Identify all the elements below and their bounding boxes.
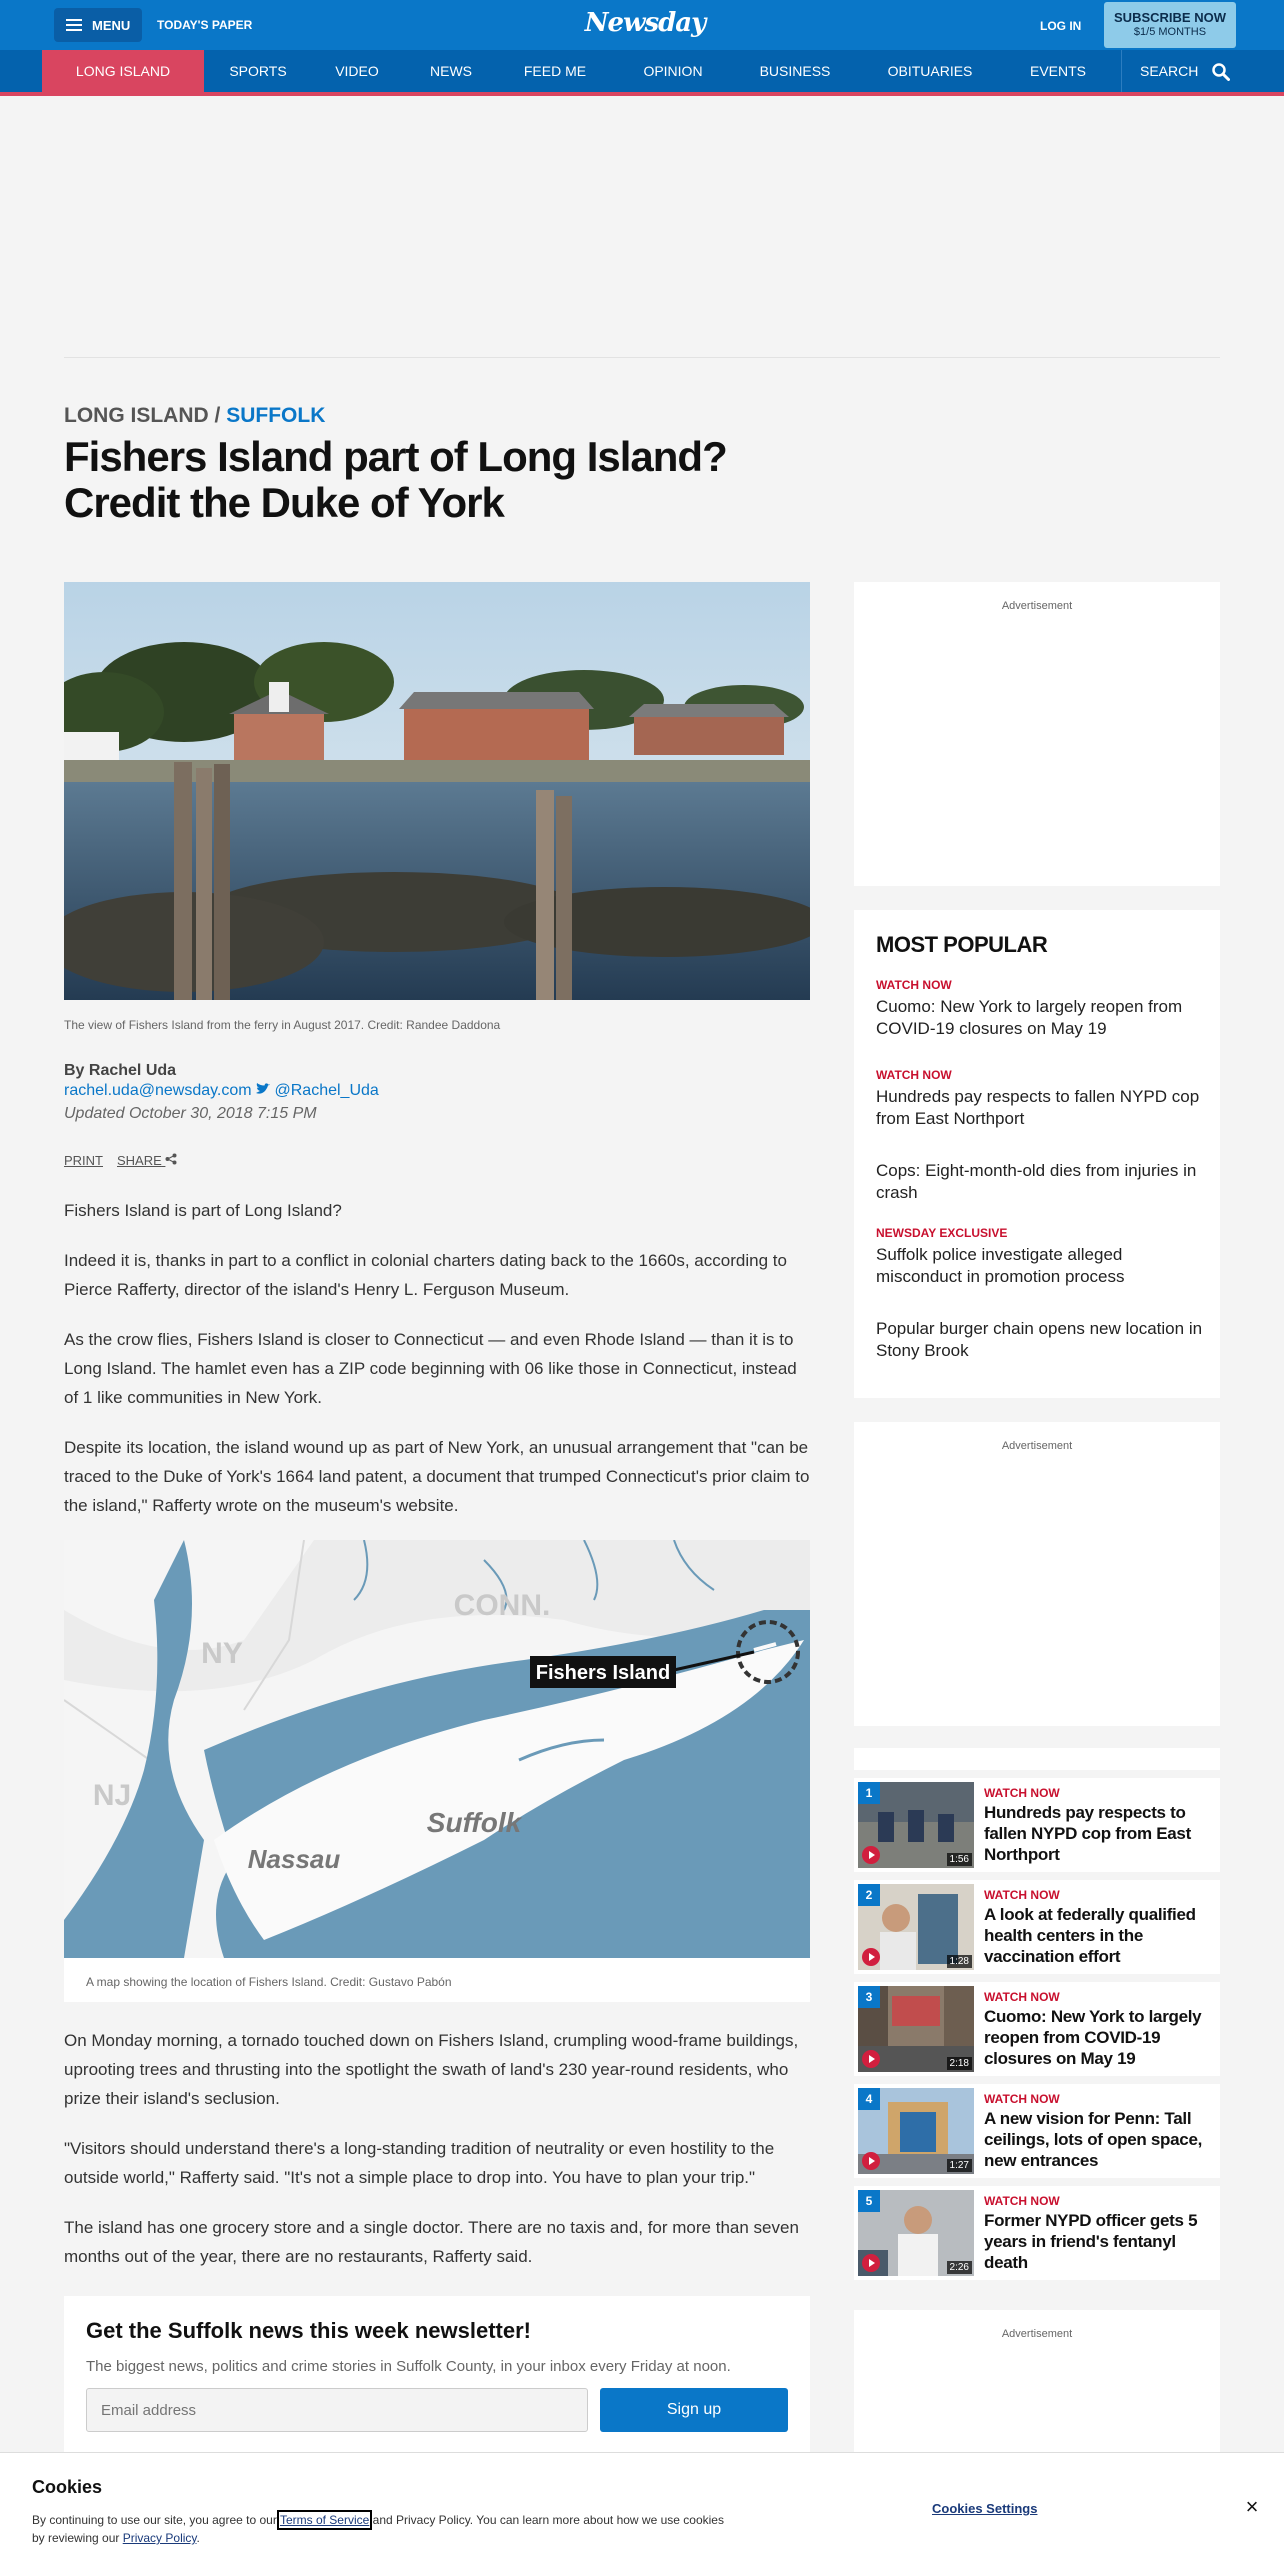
nav-item-business[interactable]: BUSINESS: [759, 63, 831, 79]
video-tag: WATCH NOW: [984, 2194, 1060, 2208]
video-card[interactable]: [854, 1778, 1220, 1872]
most-popular-tag: NEWSDAY EXCLUSIVE: [876, 1226, 1008, 1240]
video-tag: WATCH NOW: [984, 1990, 1060, 2004]
top-bar: [0, 0, 1284, 50]
newsletter-signup: [64, 2296, 810, 2456]
article-paragraph: On Monday morning, a tornado touched down on Fishers Island, crumpling wood-frame buildings, uprooting trees and thrusting into the spotlight the swath of land's 230 year-round residents, who prize their island's seclusion.: [64, 2031, 799, 2108]
video-thumbnail[interactable]: [858, 1782, 974, 1868]
subscribe-price: $1/5 MONTHS: [1133, 26, 1207, 38]
nav-item-opinion[interactable]: OPINION: [643, 63, 703, 79]
article-paragraph: "Visitors should understand there's a long-standing tradition of neutrality or even hostility to the outside world," Rafferty said. "It's not a simple place to drop into. You have to plan your trip.": [64, 2139, 775, 2187]
nav-item-events[interactable]: EVENTS: [1029, 63, 1086, 79]
cookie-text-before: By continuing to use our site, you agree to our: [32, 2513, 277, 2527]
video-card[interactable]: [854, 2084, 1220, 2178]
most-popular-item[interactable]: [876, 978, 1206, 1040]
most-popular-item[interactable]: [876, 1226, 1206, 1288]
most-popular: [854, 910, 1220, 1398]
nav-item-news[interactable]: NEWS: [430, 63, 472, 79]
nav-divider: [1121, 50, 1122, 92]
most-popular-headline: Suffolk police investigate alleged misconduct in promotion process: [876, 1245, 1125, 1286]
nav-item-video[interactable]: VIDEO: [335, 63, 379, 79]
search-icon[interactable]: [1212, 63, 1230, 81]
article-paragraph: As the crow flies, Fishers Island is closer to Connecticut — and even Rhode Island — than it is to Long Island. The hamlet even has a ZIP code beginning with 06 like those in Connecticut, instead of 1 like communities in New York.: [64, 1330, 797, 1407]
play-icon: [862, 1846, 880, 1864]
sidebar-ad-2: [854, 1422, 1220, 1726]
play-icon: [862, 2254, 880, 2272]
video-rank: 2: [858, 1884, 880, 1906]
section-nav: [0, 50, 1284, 96]
todays-paper-link[interactable]: TODAY'S PAPER: [157, 18, 253, 32]
most-popular-headline: Hundreds pay respects to fallen NYPD cop from East Northport: [876, 1087, 1200, 1128]
subscribe-button[interactable]: [1104, 2, 1236, 48]
updated-timestamp: Updated October 30, 2018 7:15 PM: [64, 1105, 317, 1122]
video-headline: Cuomo: New York to largely reopen from COVID-19 closures on May 19: [984, 2007, 1202, 2068]
cookie-banner: [0, 2452, 1284, 2568]
most-popular-headline: Cuomo: New York to largely reopen from COVID-19 closures on May 19: [876, 997, 1183, 1038]
cookie-title: Cookies: [32, 2477, 103, 2497]
cookies-settings-button[interactable]: Cookies Settings: [932, 2501, 1038, 2516]
byline: By Rachel Uda: [64, 1062, 177, 1079]
newsday-logo[interactable]: Newsday: [584, 8, 706, 38]
article-paragraph: Fishers Island is part of Long Island?: [64, 1201, 342, 1220]
play-icon: [862, 2152, 880, 2170]
video-thumbnail[interactable]: [858, 1884, 974, 1970]
nav-item-obituaries[interactable]: OBITUARIES: [887, 63, 973, 79]
video-list-header: [854, 1748, 1220, 1770]
video-headline: A look at federally qualified health centers in the vaccination effort: [984, 1905, 1196, 1966]
share-label: SHARE: [117, 1153, 162, 1168]
cookie-text: [32, 2511, 732, 2547]
video-duration: 1:27: [947, 2159, 972, 2172]
print-link[interactable]: PRINT: [64, 1153, 103, 1168]
nav-item-long-island[interactable]: LONG ISLAND: [42, 50, 204, 92]
video-thumbnail[interactable]: [858, 2190, 974, 2276]
video-tag: WATCH NOW: [984, 2092, 1060, 2106]
sidebar-ad-3: [854, 2310, 1220, 2452]
most-popular-tag: WATCH NOW: [876, 978, 952, 992]
article-tools: [64, 1153, 177, 1168]
article-paragraph: Despite its location, the island wound up as part of New York, an unusual arrangement that "can be traced to the Duke of York's 1664 land patent, a document that trumped Connecticut's prior claim to the island," Rafferty wrote on the museum's website.: [64, 1438, 810, 1515]
article-paragraph: The island has one grocery store and a single doctor. There are no taxis and, for more than seven months out of the year, there are no restaurants, Rafferty said.: [64, 2218, 799, 2266]
video-headline: Former NYPD officer gets 5 years in friend's fentanyl death: [984, 2211, 1198, 2272]
most-popular-title: MOST POPULAR: [876, 932, 1048, 957]
video-thumbnail[interactable]: [858, 1986, 974, 2072]
map-label-ny: NY: [201, 1637, 243, 1670]
photo-caption: The view of Fishers Island from the ferry in August 2017. Credit: Randee Daddona: [64, 1018, 501, 1032]
top-ad-slot: [64, 100, 1220, 358]
author-twitter[interactable]: @Rachel_Uda: [274, 1082, 379, 1099]
video-headline: Hundreds pay respects to fallen NYPD cop from East Northport: [984, 1803, 1191, 1864]
newsletter-title: Get the Suffolk news this week newsletter!: [86, 2318, 531, 2343]
signup-button[interactable]: Sign up: [600, 2388, 788, 2432]
login-link[interactable]: LOG IN: [1040, 19, 1082, 33]
video-rank: 4: [858, 2088, 880, 2110]
most-popular-item[interactable]: [876, 1156, 1206, 1204]
fishers-island-photo: [64, 582, 810, 1000]
article-headline: Fishers Island part of Long Island? Credit the Duke of York: [64, 433, 727, 526]
privacy-policy-link[interactable]: Privacy Policy: [122, 2531, 197, 2545]
sidebar-ad-1: [854, 582, 1220, 886]
video-rank: 1: [858, 1782, 880, 1804]
menu-label: MENU: [92, 17, 131, 33]
nav-item-feed-me[interactable]: FEED ME: [523, 63, 587, 79]
author-contact: [64, 1082, 379, 1100]
video-card[interactable]: [854, 1982, 1220, 2076]
twitter-icon: [256, 1083, 270, 1095]
most-popular-headline: Popular burger chain opens new location in Stony Brook: [876, 1319, 1203, 1360]
map-caption: A map showing the location of Fishers Island. Credit: Gustavo Pabón: [86, 1975, 452, 1989]
terms-of-service-link[interactable]: Terms of Service: [279, 2513, 370, 2527]
map-label-nj: NJ: [92, 1779, 132, 1812]
subscribe-title: SUBSCRIBE NOW: [1114, 10, 1226, 25]
video-card[interactable]: [854, 1880, 1220, 1974]
video-tag: WATCH NOW: [984, 1786, 1060, 1800]
breadcrumb: [64, 404, 325, 428]
most-popular-headline: Cops: Eight-month-old dies from injuries in crash: [876, 1161, 1197, 1202]
email-input[interactable]: [86, 2388, 588, 2432]
video-headline: A new vision for Penn: Tall ceilings, lots of open space, new entrances: [984, 2109, 1203, 2170]
video-duration: 1:56: [947, 1853, 972, 1866]
article-photo[interactable]: [64, 582, 810, 1000]
cookie-text-middle: and Privacy Policy. You can learn more about how we use cookies by reviewing our: [32, 2513, 724, 2545]
play-icon: [862, 1948, 880, 1966]
map-label-nassau: Nassau: [247, 1844, 341, 1874]
nav-search-label[interactable]: SEARCH: [1140, 63, 1199, 79]
article-paragraph: Indeed it is, thanks in part to a conflict in colonial charters dating back to the 1660s, according to Pierce Rafferty, director of the island's Henry L. Ferguson Museum.: [64, 1251, 787, 1299]
video-duration: 1:28: [947, 1955, 972, 1968]
video-duration: 2:18: [947, 2057, 972, 2070]
menu-button[interactable]: [54, 8, 142, 42]
nav-item-sports[interactable]: SPORTS: [229, 63, 287, 79]
map-graphic: [64, 1540, 810, 1958]
breadcrumb-section[interactable]: LONG ISLAND: [64, 404, 209, 427]
video-rank: 3: [858, 1986, 880, 2008]
play-icon: [862, 2050, 880, 2068]
video-tag: WATCH NOW: [984, 1888, 1060, 1902]
breadcrumb-subsection[interactable]: SUFFOLK: [226, 404, 326, 427]
breadcrumb-separator: /: [214, 404, 221, 427]
video-thumbnail[interactable]: [858, 2088, 974, 2174]
map-label-conn: CONN.: [453, 1589, 551, 1622]
most-popular-item[interactable]: [876, 1068, 1206, 1130]
most-popular-tag: WATCH NOW: [876, 1068, 952, 1082]
video-card[interactable]: [854, 2186, 1220, 2280]
ad-label: Advertisement: [1001, 1440, 1073, 1452]
ad-label: Advertisement: [1001, 600, 1073, 612]
cookie-text-end: .: [196, 2531, 200, 2545]
fishers-island-map[interactable]: [64, 1540, 810, 1958]
newsletter-description: The biggest news, politics and crime stories in Suffolk County, in your inbox every Friday at noon.: [86, 2358, 731, 2375]
map-label-fishers: Fishers Island: [535, 1662, 671, 1684]
hamburger-icon: [66, 19, 82, 31]
map-label-suffolk: Suffolk: [426, 1807, 522, 1838]
most-popular-item[interactable]: [876, 1314, 1206, 1362]
ad-label: Advertisement: [1001, 2328, 1073, 2340]
share-link[interactable]: [117, 1153, 177, 1168]
author-email[interactable]: rachel.uda@newsday.com: [64, 1082, 252, 1099]
share-icon: [165, 1153, 177, 1165]
video-duration: 2:26: [947, 2261, 972, 2274]
close-icon[interactable]: ×: [1245, 2494, 1259, 2519]
video-rank: 5: [858, 2190, 880, 2212]
